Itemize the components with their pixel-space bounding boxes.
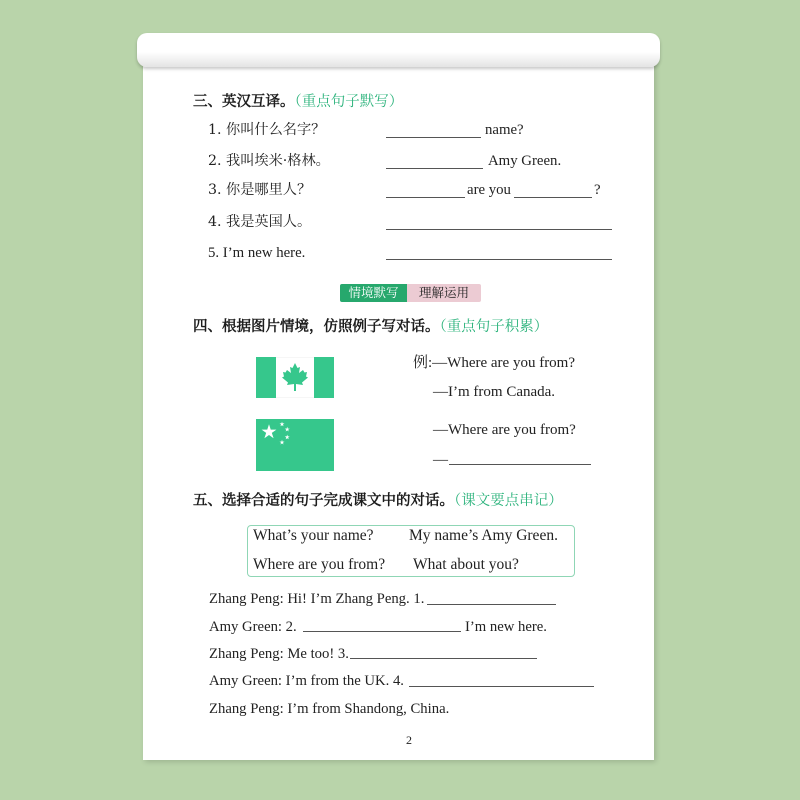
answer-blank — [350, 643, 537, 659]
dialogue-line-3: Zhang Peng: Me too! 3. — [209, 646, 349, 662]
answer-blank — [386, 214, 612, 230]
dialogue-line-5: Zhang Peng: I’m from Shandong, China. — [209, 701, 450, 717]
canada-flag — [256, 357, 334, 398]
section-4-note: （重点句子积累） — [439, 319, 549, 335]
answer-blank — [449, 449, 591, 465]
dialogue-line-4: Amy Green: I’m from the UK. 4. — [209, 673, 404, 689]
section-4-heading — [193, 318, 548, 336]
section-badge — [340, 284, 481, 302]
section-5-note: （课文要点串记） — [454, 493, 563, 509]
item-2-after-blank: Amy Green. — [488, 153, 562, 169]
answer-blank — [386, 182, 465, 198]
item-3-prompt: 3. 你是哪里人？ — [208, 182, 312, 198]
section-3-title: 三、英汉互译。 — [193, 94, 295, 110]
item-3-middle: are you — [467, 182, 511, 198]
badge-primary: 情境默写 — [340, 284, 407, 302]
dialogue-line-2-after-blank: I’m new here. — [465, 619, 547, 635]
dialogue-line-1: Zhang Peng: Hi! I’m Zhang Peng. 1. — [209, 591, 425, 607]
china-flag — [256, 419, 334, 471]
item-1-prompt: 1. 你叫什么名字？ — [208, 122, 326, 138]
answer-blank — [386, 244, 612, 260]
answer-blank — [427, 589, 556, 605]
example-question: 例:—Where are you from? — [413, 355, 576, 371]
china-answer-dash: — — [433, 452, 448, 468]
item-2-prompt: 2. 我叫埃米·格林。 — [208, 153, 330, 169]
section-5-heading — [193, 492, 563, 510]
china-question: —Where are you from? — [433, 422, 576, 438]
item-5-prompt: 5. I’m new here. — [208, 245, 306, 261]
section-5-title: 五、选择合适的句子完成课文中的对话。 — [193, 493, 454, 509]
page-binding-strip — [137, 33, 660, 67]
item-3-end: ? — [594, 182, 601, 198]
dialogue-line-2: Amy Green: 2. — [209, 619, 297, 635]
option-sentence: What about you? — [413, 556, 519, 573]
option-sentence: What’s your name? — [253, 527, 374, 544]
page-number: 2 — [406, 733, 412, 747]
answer-blank — [303, 616, 461, 632]
answer-blank — [386, 153, 483, 169]
item-1-after-blank: name? — [485, 122, 524, 138]
section-4-title: 四、根据图片情境，仿照例子写对话。 — [193, 319, 440, 335]
option-sentence: Where are you from? — [253, 556, 386, 573]
answer-blank — [409, 671, 594, 687]
example-answer: —I’m from Canada. — [433, 384, 556, 400]
answer-blank — [386, 122, 481, 138]
badge-secondary: 理解运用 — [407, 284, 481, 302]
section-3-note: （重点句子默写） — [294, 94, 404, 110]
answer-blank — [514, 182, 592, 198]
section-3-heading — [193, 93, 403, 111]
item-4-prompt: 4. 我是英国人。 — [208, 214, 312, 230]
option-sentence: My name’s Amy Green. — [409, 527, 558, 544]
